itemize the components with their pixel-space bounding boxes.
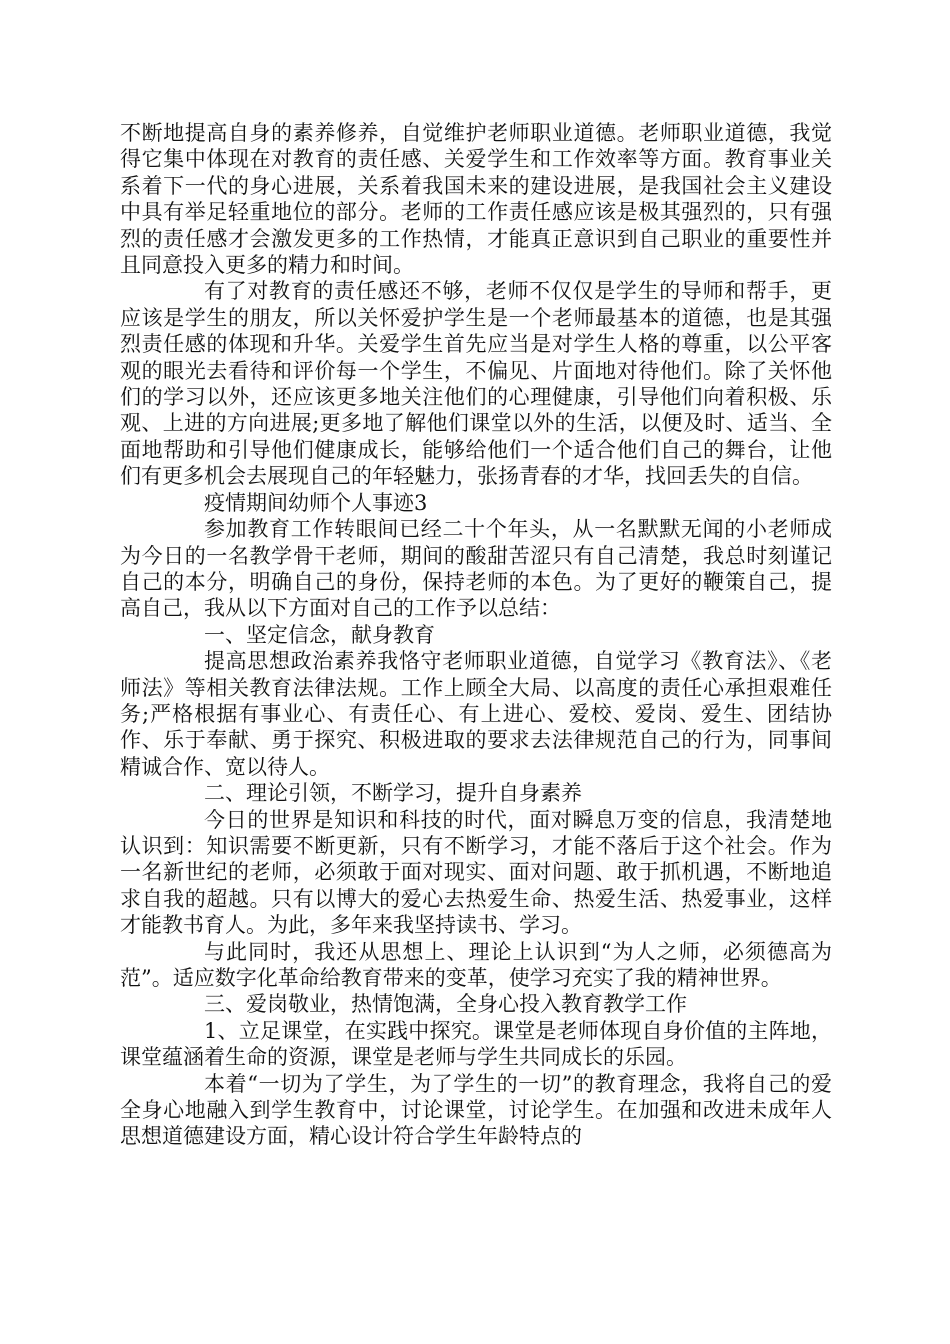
paragraph-4: 提高思想政治素养我恪守老师职业道德，自觉学习《教育法》、《老师法》等相关教育法律法规。工作上顾全大局、以高度的责任心承担艰难任务;严格根据有事业心、有责任心、有上进心、爱校、爱岗、爱生、团结协作、乐于奉献、勇于探究、积极进取的要求去法律规范自己的行为，同事间精诚合作、宽以待人。	[120, 649, 832, 779]
heading-3: 三、爱岗敬业，热情饱满，全身心投入教育教学工作	[204, 992, 687, 1017]
paragraph-1: 不断地提高自身的素养修养，自觉维护老师职业道德。老师职业道德，我觉得它集中体现在对教育的责任感、关爱学生和工作效率等方面。教育事业关系着下一代的身心进展，关系着我国未来的建设进展，是我国社会主义建设中具有举足轻重地位的部分。老师的工作责任感应该是极其强烈的，只有强烈的责任感才会激发更多的工作热情，才能真正意识到自己职业的重要性并且同意投入更多的精力和时间。	[120, 121, 832, 278]
heading-2: 二、理论引领，不断学习，提升自身素养	[204, 781, 582, 806]
section-title: 疫情期间幼师个人事迹3	[204, 490, 428, 515]
paragraph-2: 有了对教育的责任感还不够，老师不仅仅是学生的导师和帮手，更应该是学生的朋友，所以关怀爱护学生是一个老师最基本的道德，也是其强烈责任感的体现和升华。关爱学生首先应当是对学生人格的尊重，以公平客观的眼光去看待和评价每一个学生，不偏见、片面地对待他们。除了关怀他们的学习以外，还应该更多地关注他们的心理健康，引导他们向着积极、乐观、上进的方向进展;更多地了解他们课堂以外的生活，以便及时、适当、全面地帮助和引导他们健康成长，能够给他们一个适合他们自己的舞台，让他们有更多机会去展现自己的年轻魅力，张扬青春的才华，找回丢失的自信。	[120, 279, 832, 489]
heading-1: 一、坚定信念，献身教育	[204, 622, 435, 647]
paragraph-7: 1、立足课堂，在实践中探究。课堂是老师体现自身价值的主阵地，课堂蕴涵着生命的资源，课堂是老师与学生共同成长的乐园。	[120, 1018, 832, 1070]
paragraph-8: 本着“一切为了学生，为了学生的一切”的教育理念，我将自己的爱全身心地融入到学生教育中，讨论课堂，讨论学生。在加强和改进未成年人思想道德建设方面，精心设计符合学生年龄特点的	[120, 1071, 832, 1149]
paragraph-6: 与此同时，我还从思想上、理论上认识到“为人之师，必须德高为范”。适应数字化革命给教育带来的变革，使学习充实了我的精神世界。	[120, 939, 832, 990]
paragraph-5: 今日的世界是知识和科技的时代，面对瞬息万变的信息，我清楚地认识到：知识需要不断更新，只有不断学习，才能不落后于这个社会。作为一名新世纪的老师，必须敢于面对现实、面对问题、敢于抓机遇，不断地追求自我的超越。只有以博大的爱心去热爱生命、热爱生活、热爱事业，这样才能教书育人。为此，多年来我坚持读书、学习。	[120, 807, 832, 938]
paragraph-3: 参加教育工作转眼间已经二十个年头，从一名默默无闻的小老师成为今日的一名教学骨干老师，期间的酸甜苦涩只有自己清楚，我总时刻谨记自己的本分，明确自己的身份，保持老师的本色。为了更好的鞭策自己，提高自己，我从以下方面对自己的工作予以总结：	[120, 517, 832, 621]
document-page	[120, 120, 832, 1150]
